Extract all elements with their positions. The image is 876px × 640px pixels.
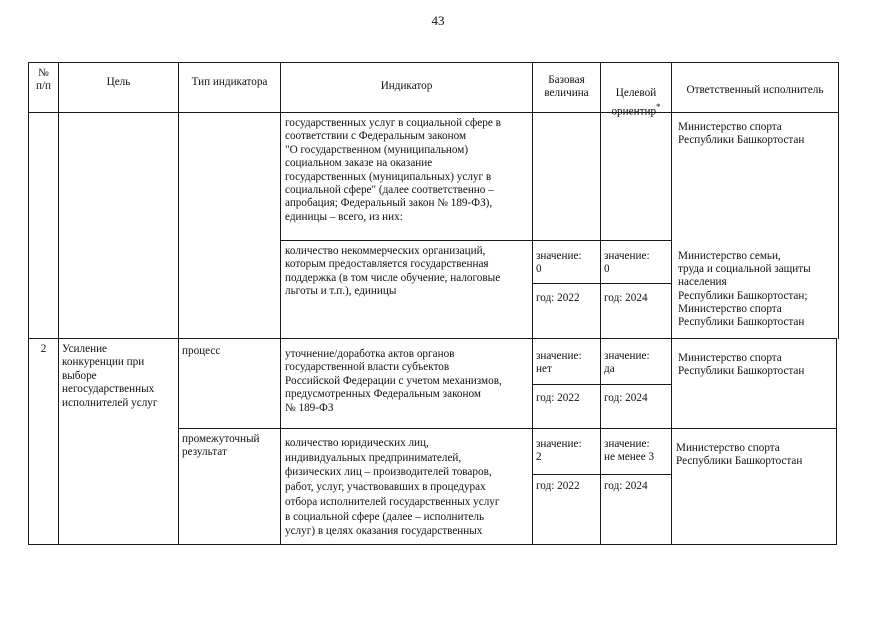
column-divider [532, 62, 533, 545]
value-year-divider [532, 283, 671, 284]
column-divider [280, 62, 281, 545]
header-indicator: Индикатор [380, 80, 433, 92]
row-divider [178, 428, 836, 429]
table-border-right [836, 339, 837, 545]
indicator-cell: государственных услуг в социальной сфере в соответствии с Федеральным законом "О государственном (муниципальном) социальном заказе на оказание государственных (муниципальных) услуг в социальной сфере" (далее соответственно – апробация; Федеральный закон № 189-ФЗ), единицы – всего, из них: [285, 117, 501, 223]
responsible-cell: Министерство спорта Республики Башкортостан [678, 121, 805, 147]
base-year-cell: год: 2022 [536, 292, 580, 304]
header-num: № п/п [35, 67, 52, 93]
base-value-cell: значение: нет [536, 350, 582, 376]
indicator-type-cell: промежуточный результат [182, 433, 260, 459]
base-year-cell: год: 2022 [536, 392, 580, 404]
row-divider [28, 338, 837, 339]
header-target-label: Целевой ориентир [611, 87, 657, 118]
indicator-cell: уточнение/доработка актов органов государственной власти субъектов Российской Федерации с учетом механизмов, предусмотренных Федеральным законом № 189-ФЗ [285, 348, 502, 414]
goal-cell: Усиление конкуренции при выборе негосударственных исполнителей услуг [62, 343, 158, 409]
value-year-divider [532, 474, 671, 475]
responsible-cell: Министерство спорта Республики Башкортостан [678, 352, 805, 378]
page-number: 43 [431, 13, 445, 28]
target-year-cell: год: 2024 [604, 480, 648, 492]
responsible-cell: Министерство спорта Республики Башкортостан [676, 442, 803, 468]
table-border-right [838, 62, 839, 339]
target-value-cell: значение: 0 [604, 250, 650, 276]
value-year-divider [532, 384, 671, 385]
column-divider [178, 62, 179, 545]
column-divider [58, 62, 59, 545]
header-target [601, 74, 671, 119]
base-value-cell: значение: 0 [536, 250, 582, 276]
responsible-cell: Министерство семьи, труда и социальной защиты населения Республики Башкортостан; Министерство спорта Республики Башкортостан [678, 250, 811, 329]
row-divider [280, 240, 671, 241]
table-border-header-bottom [28, 112, 839, 113]
row-number: 2 [40, 343, 47, 355]
indicator-cell: количество юридических лиц, индивидуальных предпринимателей, физических лиц – производителей товаров, работ, услуг, участвовавших в процедурах отбора исполнителей государственных услуг в социальной сфере (далее – исполнитель услуг) в целях оказания государственных [285, 437, 500, 538]
header-responsible: Ответственный исполнитель [686, 84, 824, 96]
base-year-cell: год: 2022 [536, 480, 580, 492]
target-value-cell: значение: не менее 3 [604, 438, 655, 464]
table-border-bottom [28, 544, 836, 545]
target-value-cell: значение: да [604, 350, 650, 376]
header-base-value: Базовая величина [544, 74, 589, 100]
header-goal: Цель [106, 76, 131, 88]
table-border-top [28, 62, 839, 63]
table-border-left [28, 62, 29, 545]
base-value-cell: значение: 2 [536, 438, 582, 464]
header-indicator-type: Тип индикатора [191, 76, 268, 88]
target-year-cell: год: 2024 [604, 292, 648, 304]
target-year-cell: год: 2024 [604, 392, 648, 404]
column-divider [671, 62, 672, 545]
indicator-cell: количество некоммерческих организаций, которым предоставляется государственная поддержка (в том числе обучение, налоговые льготы и т.п.), единицы [285, 245, 501, 298]
indicator-type-cell: процесс [182, 345, 221, 357]
footnote-mark: * [656, 101, 661, 112]
column-divider [600, 62, 601, 545]
